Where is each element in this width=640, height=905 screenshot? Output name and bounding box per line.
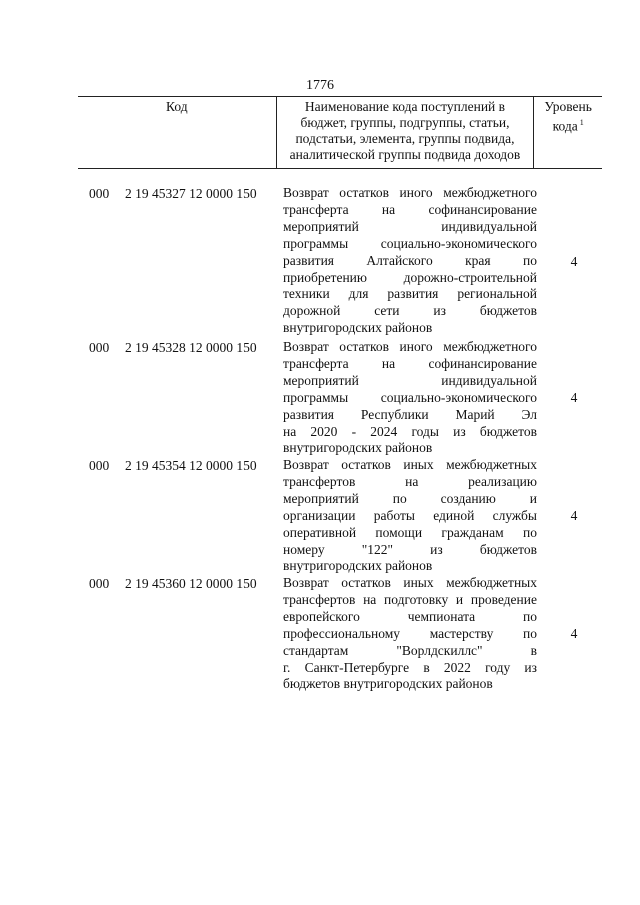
header-name xyxy=(276,97,534,169)
page-number: 1776 xyxy=(306,78,334,93)
revenue-name-line: оперативной помощи гражданам по xyxy=(283,524,537,540)
revenue-name-line: на 2020 - 2024 годы из бюджетов xyxy=(283,423,537,439)
revenue-name-line: программы социально-экономического xyxy=(283,389,537,405)
revenue-name-line: г. Санкт-Петербурге в 2022 году из xyxy=(283,659,537,675)
revenue-name-line: Возврат остатков иного межбюджетного xyxy=(283,339,537,354)
admin-code: 000 xyxy=(89,576,110,591)
revenue-name-line: Возврат остатков иного межбюджетного xyxy=(283,185,537,200)
revenue-name-line: европейского чемпионата по xyxy=(283,608,537,624)
table-row xyxy=(0,457,640,575)
revenue-name-line: профессиональному мастерству по xyxy=(283,625,537,641)
header-level-line: Уровень xyxy=(544,99,592,114)
header-code: Код xyxy=(78,97,276,169)
revenue-name-line: бюджетов внутригородских районов xyxy=(283,676,493,692)
revenue-name-line: организации работы единой службы xyxy=(283,507,537,523)
revenue-name xyxy=(283,339,537,457)
revenue-name-line: Возврат остатков иных межбюджетных xyxy=(283,457,537,472)
revenue-code: 2 19 45360 12 0000 150 xyxy=(125,576,257,591)
revenue-name-line: трансферта на софинансирование xyxy=(283,355,537,371)
admin-code: 000 xyxy=(89,186,110,201)
revenue-name-line: Возврат остатков иных межбюджетных xyxy=(283,575,537,590)
revenue-name-line: внутригородских районов xyxy=(283,440,433,456)
revenue-name xyxy=(283,185,537,337)
revenue-code: 2 19 45328 12 0000 150 xyxy=(125,340,257,355)
header-name-line: подстатьи, элемента, группы подвида, xyxy=(295,131,515,146)
revenue-name-line: дорожной сети из бюджетов xyxy=(283,303,537,319)
footnote-marker: 1 xyxy=(579,118,584,127)
header-name-line: Наименование кода поступлений в xyxy=(304,99,506,114)
revenue-name-line: трансфертов на подготовку и проведение xyxy=(283,591,537,607)
revenue-code: 2 19 45354 12 0000 150 xyxy=(125,458,257,473)
table-row xyxy=(0,575,640,693)
admin-code: 000 xyxy=(89,340,110,355)
header-level-line xyxy=(537,115,599,135)
revenue-name-line: внутригородских районов xyxy=(283,320,433,336)
header-name-line: аналитической группы подвида доходов xyxy=(289,147,521,162)
code-level: 4 xyxy=(570,508,578,523)
revenue-name-line: мероприятий по созданию и xyxy=(283,490,537,506)
revenue-name-line: трансферта на софинансирование xyxy=(283,201,537,217)
revenue-name-line: трансфертов на реализацию xyxy=(283,473,537,489)
table-row xyxy=(0,339,640,457)
code-level: 4 xyxy=(570,254,578,269)
revenue-name-line: приобретению дорожно-строительной xyxy=(283,269,537,285)
revenue-name-line: стандартам "Ворлдскиллс" в xyxy=(283,642,537,658)
revenue-name xyxy=(283,457,537,575)
revenue-name-line: техники для развития региональной xyxy=(283,286,537,302)
header-level xyxy=(534,97,602,169)
revenue-name xyxy=(283,575,537,693)
revenue-name-line: номеру "122" из бюджетов xyxy=(283,541,537,557)
revenue-name-line: программы социально-экономического xyxy=(283,235,537,251)
header-name-line: бюджет, группы, подгруппы, статьи, xyxy=(300,115,510,130)
header-level-word: кода xyxy=(552,118,578,134)
revenue-name-line: развития Республики Марий Эл xyxy=(283,406,537,422)
code-level: 4 xyxy=(570,626,578,641)
table-header xyxy=(78,96,602,169)
revenue-name-line: мероприятий индивидуальной xyxy=(283,372,537,388)
revenue-name-line: развития Алтайского края по xyxy=(283,252,537,268)
admin-code: 000 xyxy=(89,458,110,473)
revenue-code: 2 19 45327 12 0000 150 xyxy=(125,186,257,201)
revenue-name-line: мероприятий индивидуальной xyxy=(283,218,537,234)
code-level: 4 xyxy=(570,390,578,405)
table-row xyxy=(0,185,640,337)
revenue-name-line: внутригородских районов xyxy=(283,558,433,574)
